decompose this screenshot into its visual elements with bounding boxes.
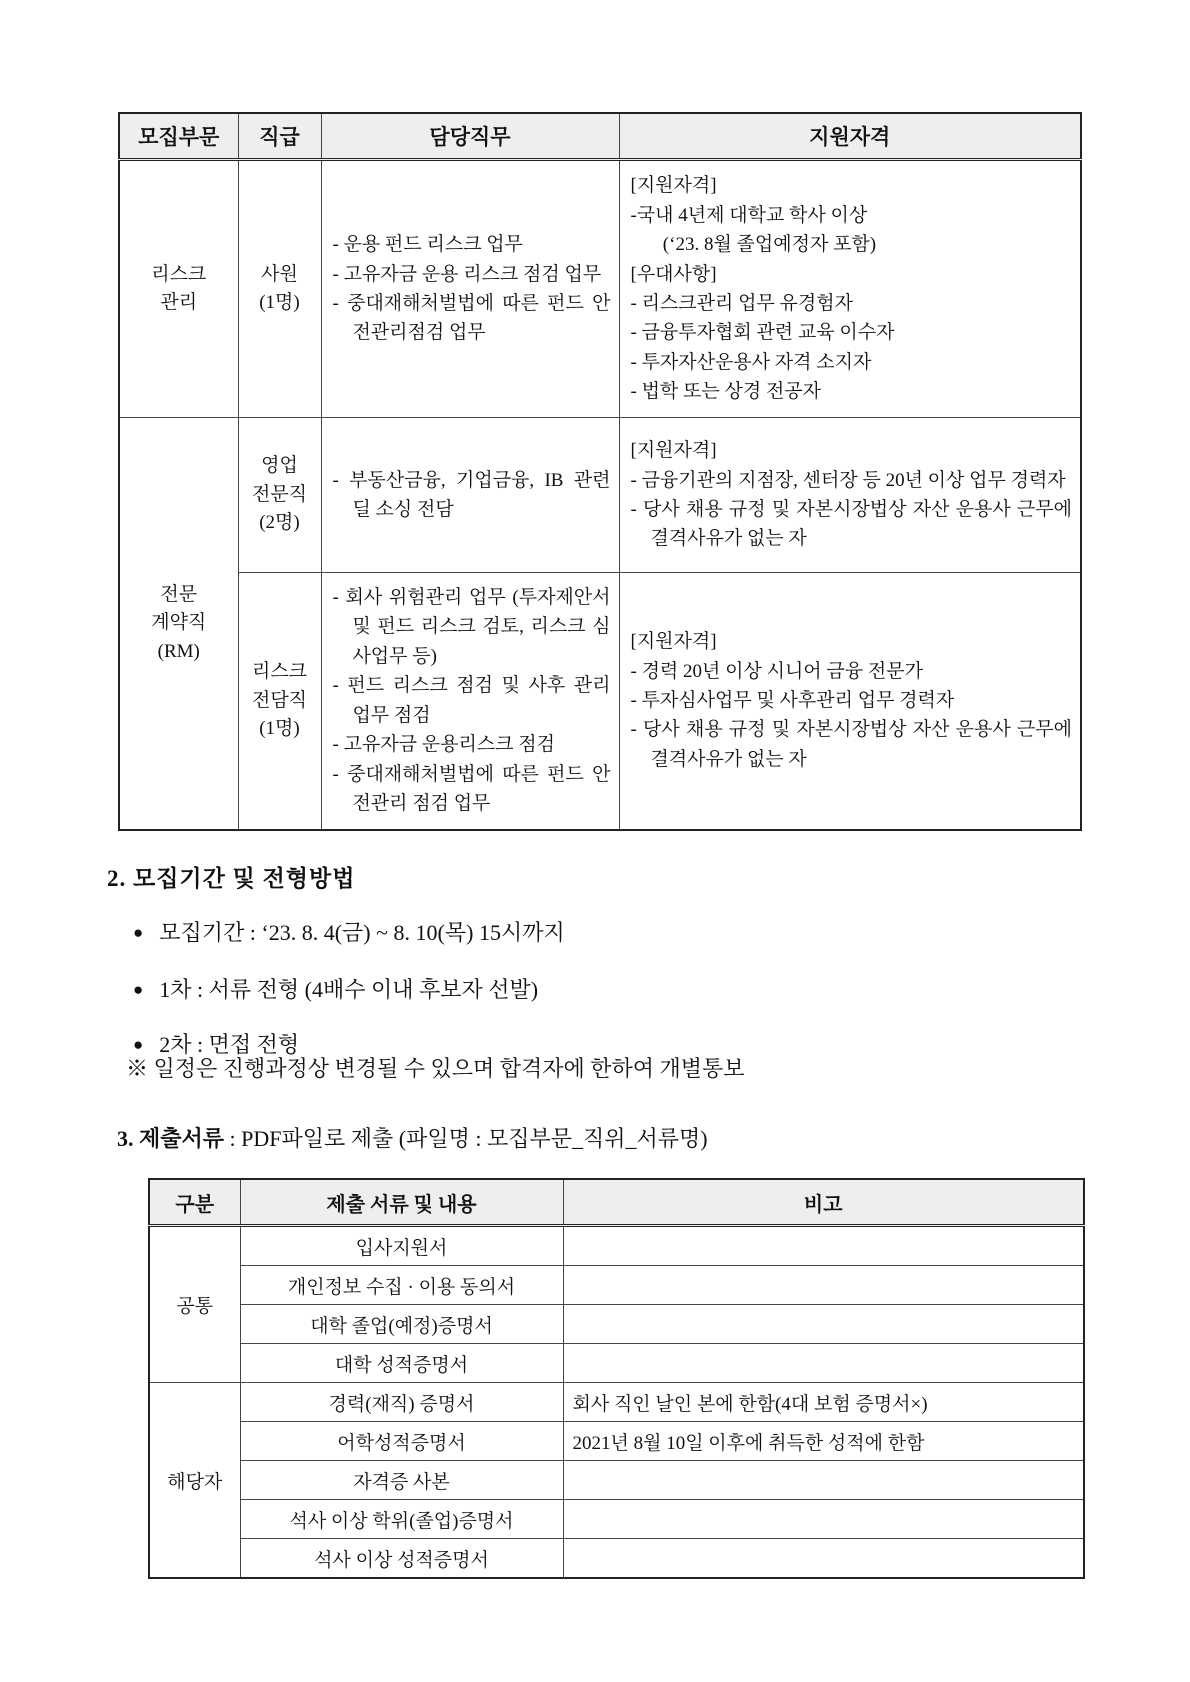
bullet-item bbox=[133, 916, 565, 947]
section3-heading-bold: 3. 제출서류 bbox=[117, 1126, 225, 1151]
qual-line: - 당사 채용 규정 및 자본시장법상 자산 운용사 근무에 결격사유가 없는 자 bbox=[630, 499, 1072, 550]
duty-item: - 펀드 리스크 점검 및 사후 관리 업무 점검 bbox=[332, 675, 611, 726]
recruit-table bbox=[118, 112, 1082, 831]
remark-cell bbox=[563, 1305, 1084, 1344]
qual-line: -국내 4년제 대학교 학사 이상 bbox=[630, 204, 868, 226]
table-row bbox=[149, 1305, 1084, 1344]
table-row bbox=[149, 1266, 1084, 1305]
document-cell: 석사 이상 학위(졸업)증명서 bbox=[240, 1500, 563, 1539]
duty-item: - 부동산금융, 기업금융, IB 관련 딜 소싱 전담 bbox=[332, 469, 611, 520]
section-line: 리스크 bbox=[151, 263, 207, 285]
qualifications-cell bbox=[619, 160, 1081, 418]
document-cell: 자격증 사본 bbox=[240, 1461, 563, 1500]
remark-cell bbox=[563, 1266, 1084, 1305]
document-cell: 석사 이상 성적증명서 bbox=[240, 1539, 563, 1579]
section-line: 관리 bbox=[160, 292, 198, 313]
bullet-icon: ● bbox=[133, 1035, 144, 1054]
recruit-table-header-row bbox=[119, 113, 1081, 160]
col-header-grade: 직급 bbox=[238, 113, 321, 160]
remark-cell bbox=[563, 1539, 1084, 1579]
table-row bbox=[149, 1539, 1084, 1579]
duties-cell bbox=[321, 160, 619, 418]
table-row bbox=[149, 1461, 1084, 1500]
qual-line: - 금융투자협회 관련 교육 이수자 bbox=[630, 322, 895, 344]
document-cell: 어학성적증명서 bbox=[240, 1422, 563, 1461]
remark-cell: 회사 직인 날인 본에 한함(4대 보험 증명서×) bbox=[563, 1383, 1084, 1422]
duty-item: - 고유자금 운용 리스크 점검 업무 bbox=[332, 263, 602, 285]
section2-heading: 2. 모집기간 및 전형방법 bbox=[107, 866, 356, 891]
table-row bbox=[149, 1344, 1084, 1383]
qualifications-cell bbox=[619, 573, 1081, 830]
col-header-duties: 담당직무 bbox=[321, 113, 619, 160]
category-cell-common: 공통 bbox=[149, 1226, 240, 1383]
table-row bbox=[119, 418, 1081, 573]
bullet-text: 2차 : 면접 전형 bbox=[159, 1032, 300, 1057]
qual-line: - 경력 20년 이상 시니어 금융 전문가 bbox=[630, 660, 923, 682]
duty-item: - 중대재해처벌법에 따른 펀드 안전관리 점검 업무 bbox=[332, 763, 611, 815]
grade-cell bbox=[238, 160, 321, 418]
table-row bbox=[149, 1500, 1084, 1539]
col-header-category: 구분 bbox=[149, 1179, 240, 1226]
qual-line: - 투자자산운용사 자격 소지자 bbox=[630, 351, 872, 373]
remark-cell bbox=[563, 1226, 1084, 1266]
duties-cell bbox=[321, 418, 619, 573]
grade-line: 전문직 bbox=[251, 483, 308, 505]
section-line: 전문 bbox=[160, 583, 198, 605]
duty-item: - 회사 위험관리 업무 (투자제안서 및 펀드 리스크 검토, 리스크 심사업무 등) bbox=[332, 587, 611, 667]
remark-cell bbox=[563, 1344, 1084, 1383]
grade-line: 리스크 bbox=[251, 661, 308, 682]
table-row bbox=[119, 573, 1081, 830]
document-cell: 개인정보 수집 · 이용 동의서 bbox=[240, 1266, 563, 1305]
qual-line: [우대사항] bbox=[630, 263, 717, 285]
qual-line: - 법학 또는 상경 전공자 bbox=[630, 381, 822, 403]
table-row bbox=[149, 1383, 1084, 1422]
qual-line: [지원자격] bbox=[630, 631, 717, 653]
bullet-item bbox=[133, 973, 538, 1004]
qual-line: - 리스크관리 업무 유경험자 bbox=[630, 293, 853, 314]
table-row bbox=[149, 1422, 1084, 1461]
col-header-section: 모집부문 bbox=[119, 113, 238, 160]
section3-heading bbox=[117, 1122, 708, 1153]
document-cell: 대학 졸업(예정)증명서 bbox=[240, 1305, 563, 1344]
grade-cell bbox=[238, 573, 321, 830]
col-header-documents: 제출 서류 및 내용 bbox=[240, 1179, 563, 1226]
remark-cell: 2021년 8월 10일 이후에 취득한 성적에 한함 bbox=[563, 1422, 1084, 1461]
document-cell: 경력(재직) 증명서 bbox=[240, 1383, 563, 1422]
duties-cell bbox=[321, 573, 619, 830]
grade-line: 사원 bbox=[261, 263, 298, 285]
table-row bbox=[119, 160, 1081, 418]
grade-line: 전담직 bbox=[251, 689, 308, 711]
duty-item: - 중대재해처벌법에 따른 펀드 안전관리점검 업무 bbox=[332, 293, 611, 344]
qual-line: (‘23. 8월 졸업예정자 포함) bbox=[662, 234, 877, 256]
col-header-remarks: 비고 bbox=[563, 1179, 1084, 1226]
remark-cell bbox=[563, 1500, 1084, 1539]
section-line: 계약직 bbox=[151, 612, 207, 633]
bullet-icon: ● bbox=[133, 923, 144, 942]
grade-cell bbox=[238, 418, 321, 573]
bullet-text: 모집기간 : ‘23. 8. 4(금) ~ 8. 10(목) 15시까지 bbox=[159, 920, 565, 945]
qual-line: [지원자격] bbox=[630, 175, 717, 197]
document-cell: 입사지원서 bbox=[240, 1226, 563, 1266]
qual-line: - 투자심사업무 및 사후관리 업무 경력자 bbox=[630, 690, 955, 712]
table-row bbox=[149, 1226, 1084, 1266]
bullet-icon: ● bbox=[133, 980, 144, 999]
documents-table-header-row bbox=[149, 1179, 1084, 1226]
qual-line: - 당사 채용 규정 및 자본시장법상 자산 운용사 근무에 결격사유가 없는 자 bbox=[630, 719, 1072, 770]
section3-heading-rest: : PDF파일로 제출 (파일명 : 모집부문_직위_서류명) bbox=[224, 1126, 708, 1151]
qualifications-cell bbox=[619, 418, 1081, 573]
qual-line: [지원자격] bbox=[630, 440, 717, 462]
category-cell-applicable: 해당자 bbox=[149, 1383, 240, 1579]
grade-line: (1명) bbox=[259, 718, 300, 739]
grade-line: (2명) bbox=[259, 512, 300, 534]
section-cell-pro-contract bbox=[119, 418, 238, 830]
duty-item: - 고유자금 운용리스크 점검 bbox=[332, 734, 555, 756]
document-cell: 대학 성적증명서 bbox=[240, 1344, 563, 1383]
qual-line: - 금융기관의 지점장, 센터장 등 20년 이상 업무 경력자 bbox=[630, 469, 1066, 491]
col-header-qualifications: 지원자격 bbox=[619, 113, 1081, 160]
bullet-text: 1차 : 서류 전형 (4배수 이내 후보자 선발) bbox=[159, 977, 539, 1002]
remark-cell bbox=[563, 1461, 1084, 1500]
section-cell-risk bbox=[119, 160, 238, 418]
grade-line: (1명) bbox=[259, 292, 300, 313]
duty-item: - 운용 펀드 리스크 업무 bbox=[332, 234, 524, 256]
documents-table bbox=[148, 1178, 1085, 1579]
schedule-note: ※ 일정은 진행과정상 변경될 수 있으며 합격자에 한하여 개별통보 bbox=[126, 1056, 745, 1081]
grade-line: 영업 bbox=[261, 455, 298, 477]
section-line: (RM) bbox=[157, 640, 200, 662]
